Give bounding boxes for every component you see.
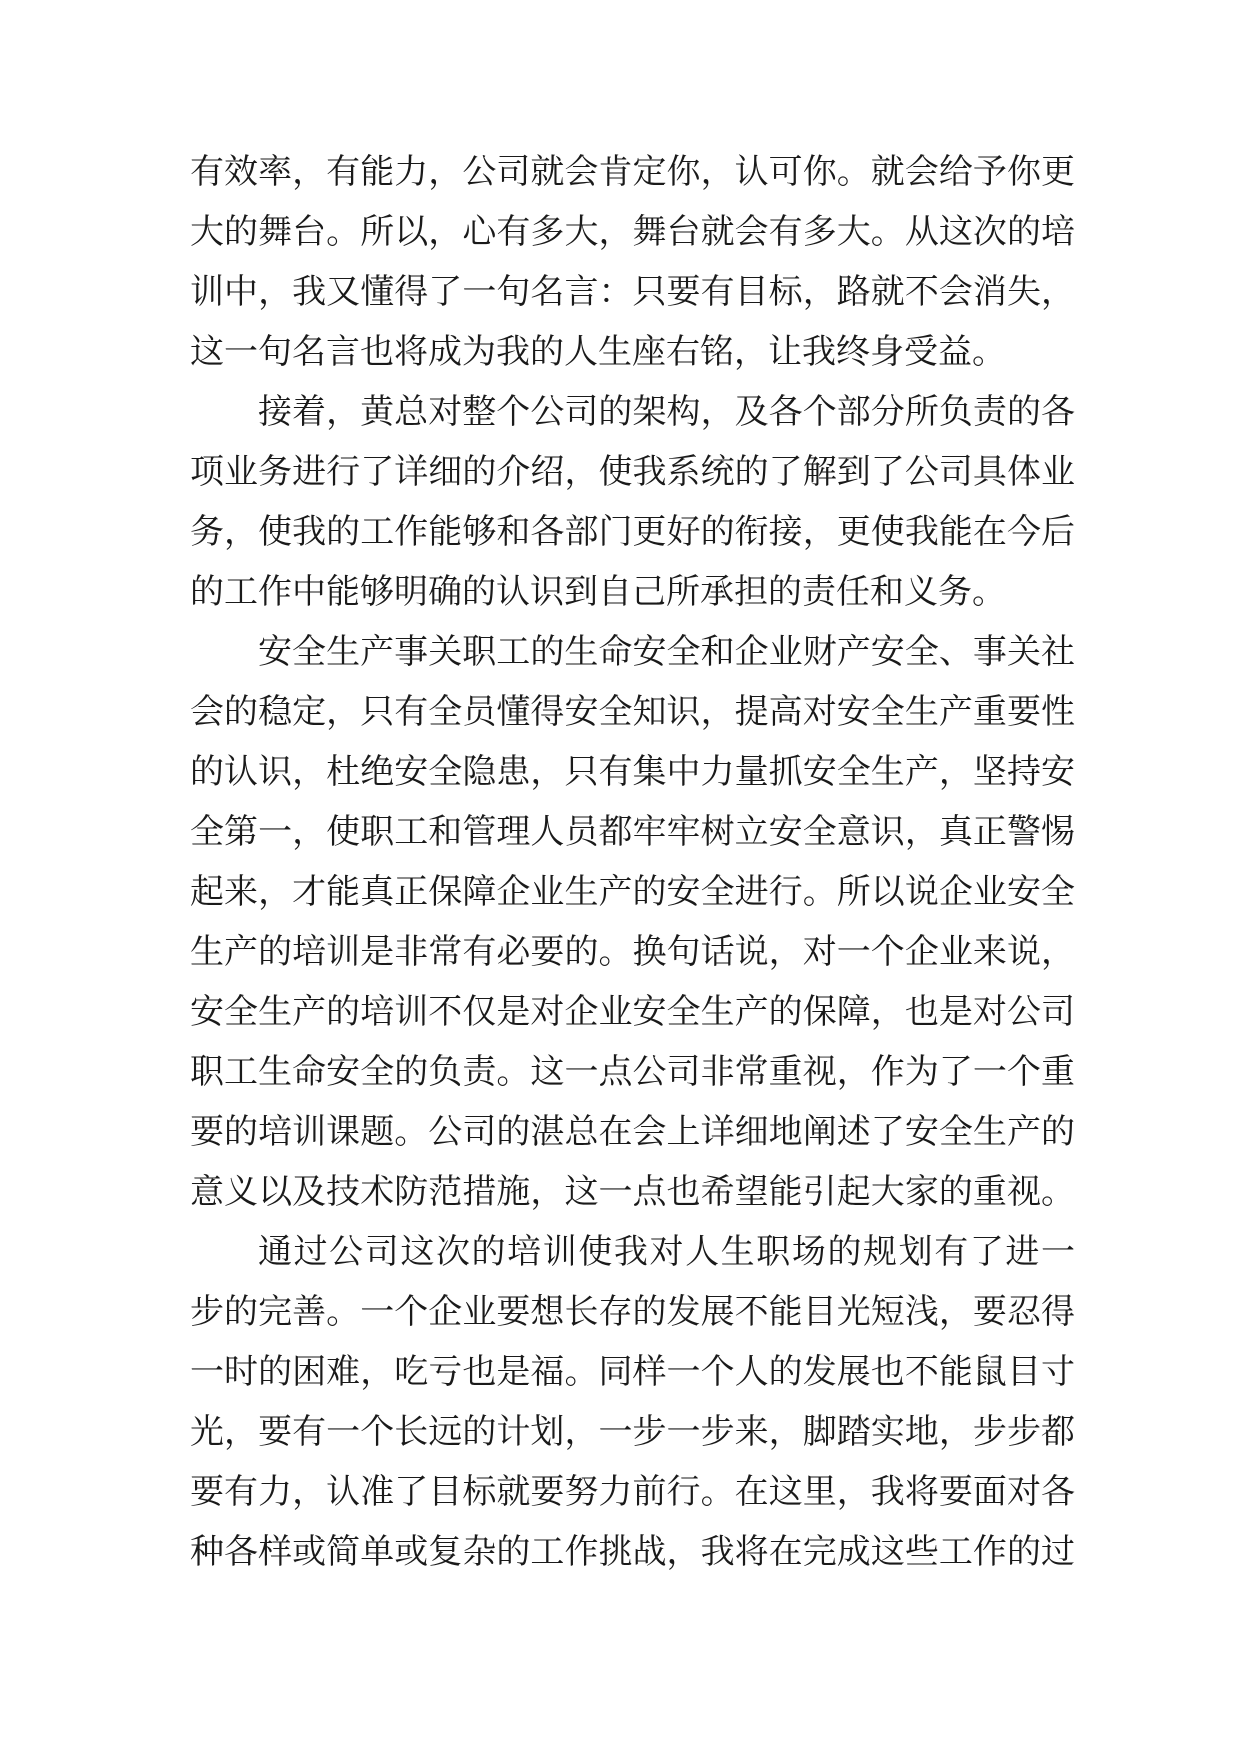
- paragraph-3-line-3: 的认识，杜绝安全隐患，只有集中力量抓安全生产，坚持安: [190, 752, 1075, 792]
- paragraph-2-line-2: 项业务进行了详细的介绍，使我系统的了解到了公司具体业: [190, 452, 1075, 492]
- document-body: [190, 142, 1075, 1582]
- paragraph-4-line-2: 步的完善。一个企业要想长存的发展不能目光短浅，要忍得: [190, 1292, 1075, 1332]
- paragraph-2-line-4: 的工作中能够明确的认识到自己所承担的责任和义务。: [190, 572, 1006, 612]
- paragraph-4-line-3: 一时的困难，吃亏也是福。同样一个人的发展也不能鼠目寸: [190, 1352, 1075, 1392]
- paragraph-1-line-1: 有效率，有能力，公司就会肯定你，认可你。就会给予你更: [190, 152, 1075, 192]
- paragraph-3-line-5: 起来，才能真正保障企业生产的安全进行。所以说企业安全: [190, 872, 1075, 912]
- paragraph-3-line-8: 职工生命安全的负责。这一点公司非常重视，作为了一个重: [190, 1052, 1075, 1092]
- paragraph-1-line-2: 大的舞台。所以，心有多大，舞台就会有多大。从这次的培: [190, 212, 1075, 252]
- paragraph-3-line-4: 全第一，使职工和管理人员都牢牢树立安全意识，真正警惕: [190, 812, 1075, 852]
- paragraph-4-line-5: 要有力，认准了目标就要努力前行。在这里，我将要面对各: [190, 1472, 1075, 1512]
- paragraph-1-line-3: 训中，我又懂得了一句名言：只要有目标，路就不会消失，: [190, 272, 1075, 312]
- paragraph-1-line-4: 这一句名言也将成为我的人生座右铭，让我终身受益。: [190, 332, 1006, 372]
- paragraph-4-line-6: 种各样或简单或复杂的工作挑战，我将在完成这些工作的过: [190, 1532, 1075, 1572]
- paragraph-3-line-1: 安全生产事关职工的生命安全和企业财产安全、事关社: [258, 632, 1075, 672]
- paragraph-2-line-1: 接着，黄总对整个公司的架构，及各个部分所负责的各: [258, 392, 1075, 432]
- paragraph-4-line-1: 通过公司这次的培训使我对人生职场的规划有了进一: [258, 1232, 1075, 1272]
- paragraph-2-line-3: 务，使我的工作能够和各部门更好的衔接，更使我能在今后: [190, 512, 1075, 552]
- paragraph-3-line-10: 意义以及技术防范措施，这一点也希望能引起大家的重视。: [190, 1172, 1075, 1212]
- paragraph-3-line-2: 会的稳定，只有全员懂得安全知识，提高对安全生产重要性: [190, 692, 1075, 732]
- paragraph-4-line-4: 光，要有一个长远的计划，一步一步来，脚踏实地，步步都: [190, 1412, 1075, 1452]
- paragraph-3-line-7: 安全生产的培训不仅是对企业安全生产的保障，也是对公司: [190, 992, 1075, 1032]
- paragraph-3-line-6: 生产的培训是非常有必要的。换句话说，对一个企业来说，: [190, 932, 1075, 972]
- paragraph-3-line-9: 要的培训课题。公司的湛总在会上详细地阐述了安全生产的: [190, 1112, 1075, 1152]
